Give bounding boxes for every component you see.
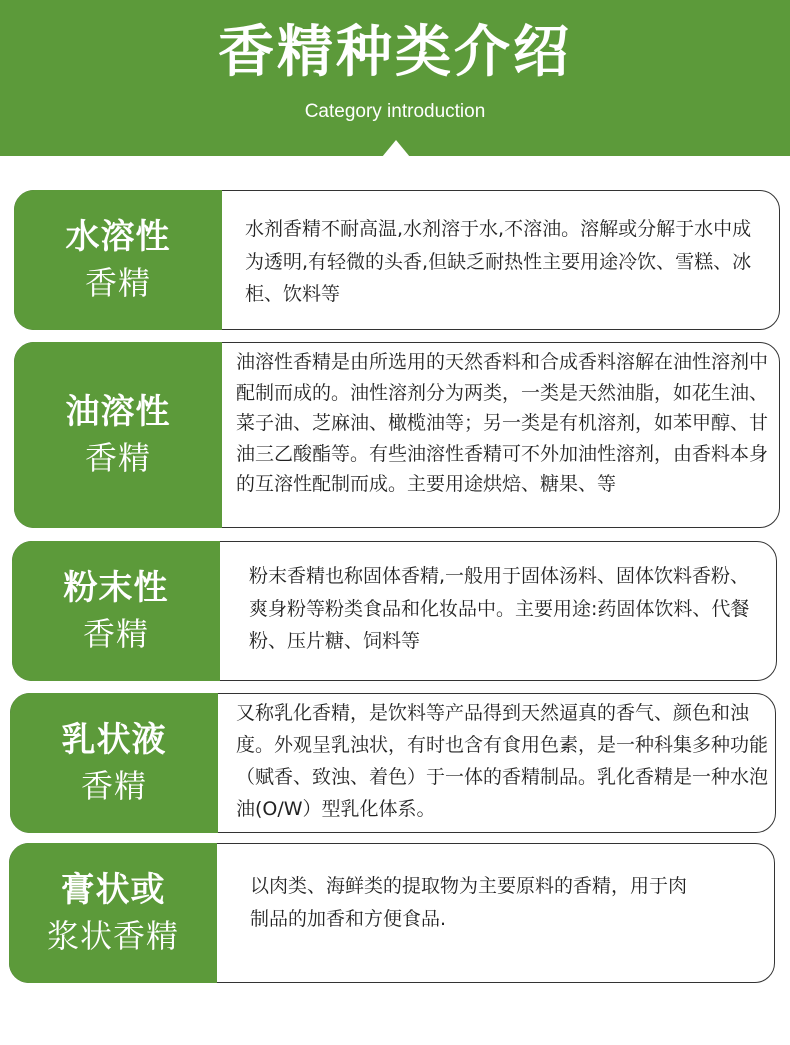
category-label-paste [9,843,217,983]
header-notch [382,140,410,157]
category-description: 粉末香精也称固体香精,一般用于固体汤料、固体饮料香粉、爽身粉等粉类食品和化妆品中。主要用途:药固体饮料、代餐粉、压片糖、饲料等 [249,565,750,652]
category-name: 乳状液 [61,720,167,760]
category-name: 粉末性 [63,568,169,608]
category-description: 油溶性香精是由所选用的天然香料和合成香料溶解在油性溶剂中配制而成的。油性溶剂分为两类，一类是天然油脂，如花生油、菜子油、芝麻油、橄榄油等；另一类是有机溶剂，如苯甲醇、甘油三乙酸酯等。有些油溶性香精可不外加油性溶剂，由香料本身的互溶性配制而成。主要用途烘焙、糖果、等 [236,351,769,495]
header-banner [0,0,790,156]
category-label-water-soluble [14,190,222,330]
category-name: 油溶性 [65,392,171,432]
category-suffix: 香精 [80,767,147,805]
category-label-oil-soluble [14,342,222,528]
page-subtitle: Category introduction [304,101,486,122]
category-description: 水剂香精不耐高温,水剂溶于水,不溶油。溶解或分解于水中成为透明,有轻微的头香,但缺乏耐热性主要用途冷饮、雪糕、冰柜、饮料等 [245,218,752,305]
category-suffix: 香精 [84,439,151,477]
category-name: 膏状或 [60,870,166,910]
category-suffix: 香精 [82,615,149,653]
category-description: 以肉类、海鲜类的提取物为主要原料的香精，用于肉制品的加香和方便食品. [250,875,688,930]
page-title: 香精种类介绍 [218,20,572,85]
category-name: 水溶性 [65,217,171,257]
category-description: 又称乳化香精，是饮料等产品得到天然逼真的香气、颜色和浊度。外观呈乳浊状，有时也含有食用色素，是一种科集多种功能（赋香、致浊、着色）于一体的香精制品。乳化香精是一种水泡油(O/W）型乳化体系。 [236,702,769,820]
category-label-emulsion [10,693,218,833]
category-label-powder [12,541,220,681]
category-suffix: 浆状香精 [46,917,179,955]
category-suffix: 香精 [84,264,151,302]
